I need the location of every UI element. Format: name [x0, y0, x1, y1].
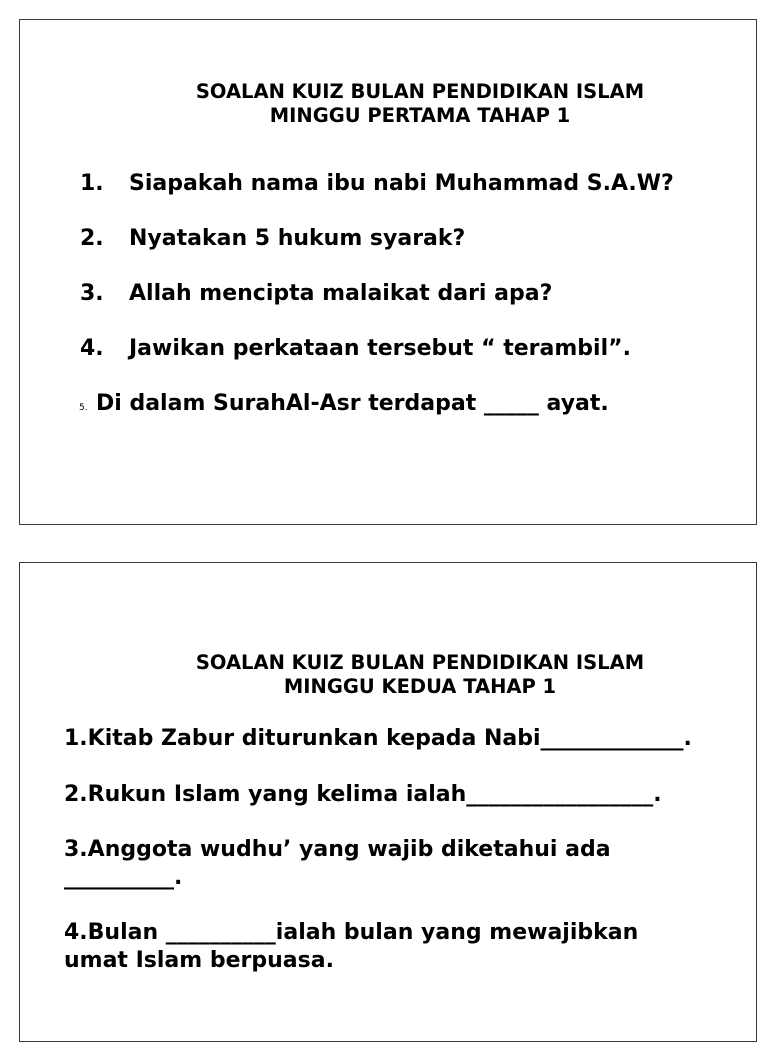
question-text: 2.Rukun Islam yang kelima ialah_________________. — [64, 782, 662, 807]
question-item — [64, 781, 662, 809]
question-text: 1.Kitab Zabur diturunkan kepada Nabi_____________. — [64, 726, 692, 751]
question-item — [64, 836, 611, 892]
question-text: 4.Bulan __________ialah bulan yang mewajibkan — [64, 920, 639, 945]
quiz-title-line-2: MINGGU PERTAMA TAHAP 1 — [269, 104, 571, 127]
question-number: 2. — [80, 226, 104, 251]
question-number: 5. — [79, 403, 88, 413]
quiz-card-week-2 — [19, 562, 757, 1042]
quiz-title-line-2: MINGGU KEDUA TAHAP 1 — [283, 675, 557, 698]
quiz-title-line-1: SOALAN KUIZ BULAN PENDIDIKAN ISLAM — [195, 80, 645, 103]
question-item — [64, 919, 638, 975]
question-text: Jawikan perkataan tersebut “ terambil”. — [129, 336, 631, 361]
quiz-title — [20, 651, 756, 699]
question-item — [80, 280, 552, 308]
question-text: Di dalam SurahAl-Asr terdapat _____ ayat. — [96, 391, 609, 416]
question-text: Allah mencipta malaikat dari apa? — [129, 281, 553, 306]
question-number: 4. — [80, 336, 104, 361]
question-number: 1. — [80, 171, 104, 196]
question-number: 3. — [80, 281, 104, 306]
question-text: Siapakah nama ibu nabi Muhammad S.A.W? — [129, 171, 674, 196]
question-text-continued: __________. — [64, 865, 183, 890]
question-item — [64, 725, 692, 753]
question-item — [80, 225, 465, 253]
question-item — [80, 170, 674, 198]
question-text: 3.Anggota wudhu’ yang wajib diketahui ada — [64, 837, 611, 862]
question-item — [79, 390, 609, 422]
question-item — [80, 335, 631, 363]
quiz-title-line-1: SOALAN KUIZ BULAN PENDIDIKAN ISLAM — [195, 651, 645, 674]
quiz-title — [20, 80, 756, 128]
question-text-continued: umat Islam berpuasa. — [64, 948, 334, 973]
question-text: Nyatakan 5 hukum syarak? — [129, 226, 466, 251]
quiz-card-week-1 — [19, 19, 757, 525]
